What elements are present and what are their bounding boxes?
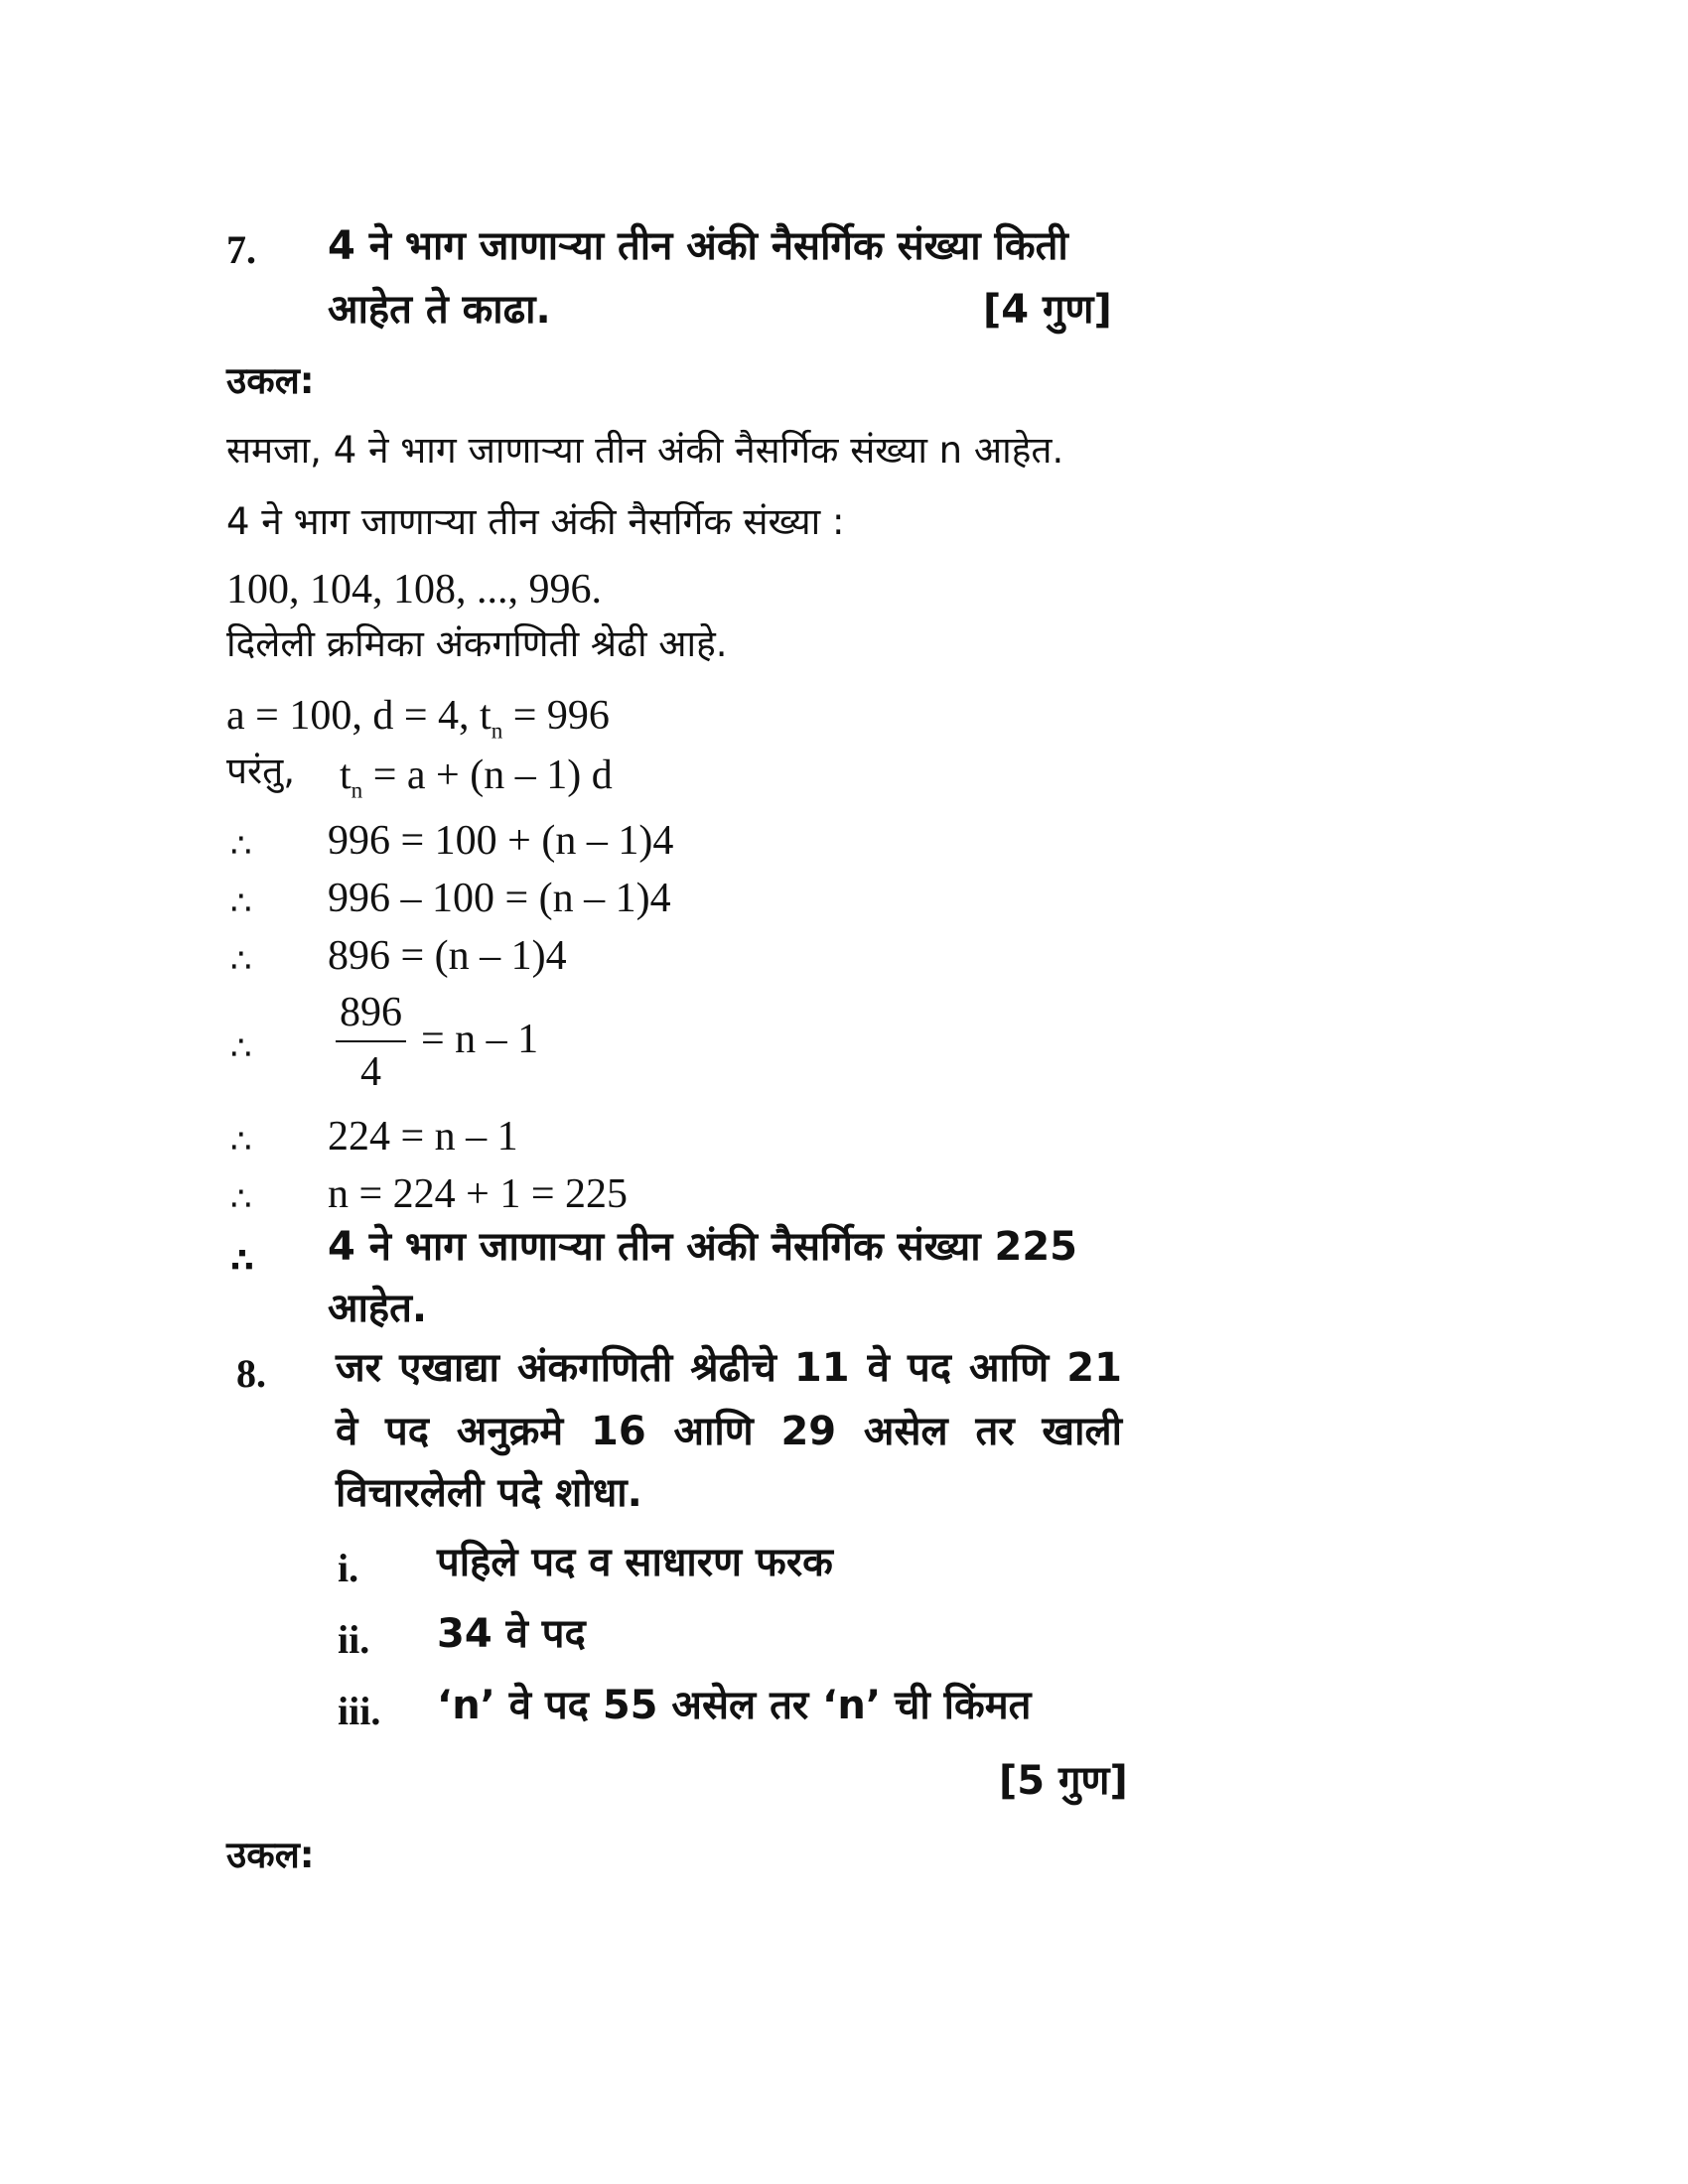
- question-8-part-i-label: i.: [338, 1546, 359, 1590]
- solution-7-step2: 996 – 100 = (n – 1)4: [328, 876, 671, 921]
- word: खाली: [1042, 1409, 1122, 1454]
- given-rest: = 996: [502, 693, 610, 739]
- therefore-symbol: ∴: [230, 941, 252, 981]
- solution-7-step4-fraction: [336, 989, 406, 1096]
- word: अनुक्रमे: [456, 1409, 564, 1454]
- solution-7-conclusion-line1: 4 ने भाग जाणाऱ्या तीन अंकी नैसर्गिक संख्या 225: [328, 1224, 1078, 1270]
- therefore-symbol: ∴: [230, 1122, 252, 1161]
- word: वे: [867, 1345, 890, 1391]
- question-8-line3: विचारलेली पदे शोधा.: [336, 1470, 642, 1516]
- word: 11: [793, 1345, 850, 1391]
- word: वे: [336, 1409, 358, 1454]
- word: 21: [1066, 1345, 1122, 1391]
- formula-rest: = a + (n – 1) d: [362, 752, 613, 798]
- solution-7-line1: समजा, 4 ने भाग जाणाऱ्या तीन अंकी नैसर्गिक संख्या n आहेत.: [226, 429, 1064, 472]
- solution-7-label: उकल:: [226, 359, 315, 402]
- question-8-part-i-text: पहिले पद व साधारण फरक: [437, 1540, 833, 1585]
- therefore-symbol: ∴: [230, 1179, 252, 1219]
- solution-7-line2: 4 ने भाग जाणाऱ्या तीन अंकी नैसर्गिक संख्या :: [226, 500, 845, 543]
- solution-8-label: उकल:: [226, 1834, 315, 1876]
- question-7-text-line2: आहेत ते काढा.: [328, 287, 551, 333]
- formula-t: t: [340, 752, 352, 798]
- fraction-denominator: 4: [360, 1049, 381, 1095]
- question-8-part-iii-text: ‘n’ वे पद 55 असेल तर ‘n’ ची किंमत: [437, 1683, 1032, 1728]
- question-8-line2: [336, 1409, 1122, 1454]
- word: तर: [975, 1409, 1015, 1454]
- word: अंकगणिती: [516, 1345, 673, 1391]
- solution-7-given-values: [226, 695, 610, 742]
- question-8-marks: [5 गुण]: [999, 1758, 1128, 1804]
- question-8-number: 8.: [236, 1351, 266, 1396]
- therefore-symbol: ∴: [230, 1028, 252, 1068]
- word: पद: [907, 1345, 951, 1391]
- solution-7-formula: [340, 754, 613, 801]
- word: असेल: [863, 1409, 948, 1454]
- question-7-marks: [4 गुण]: [983, 287, 1112, 333]
- question-8-line1: [336, 1345, 1122, 1391]
- word: 16: [591, 1409, 646, 1454]
- word: आणि: [673, 1409, 754, 1454]
- solution-7-line4: दिलेली क्रमिका अंकगणिती श्रेढी आहे.: [226, 622, 728, 665]
- therefore-symbol: ∴: [230, 826, 252, 866]
- question-8-part-iii-label: iii.: [338, 1689, 381, 1733]
- question-8-part-ii-label: ii.: [338, 1617, 370, 1662]
- fraction-numerator: 896: [336, 989, 406, 1042]
- word: आणि: [969, 1345, 1050, 1391]
- solution-7-step4-rest: = n – 1: [421, 1017, 539, 1062]
- formula-subscript: n: [351, 776, 363, 803]
- solution-7-step6: n = 224 + 1 = 225: [328, 1171, 629, 1217]
- word: 29: [780, 1409, 837, 1454]
- given-text: a = 100, d = 4, t: [226, 693, 492, 739]
- solution-8-label-clip: [226, 1834, 425, 1876]
- solution-7-step3: 896 = (n – 1)4: [328, 933, 567, 979]
- question-7-number: 7.: [226, 227, 256, 272]
- question-7-text-line1: 4 ने भाग जाणाऱ्या तीन अंकी नैसर्गिक संख्या किती: [328, 223, 1068, 269]
- word: जर: [336, 1345, 382, 1391]
- word: एखाद्या: [399, 1345, 499, 1391]
- solution-7-step5: 224 = n – 1: [328, 1114, 518, 1160]
- given-subscript: n: [491, 717, 503, 744]
- word: पद: [385, 1409, 430, 1454]
- solution-7-conclusion-line2: आहेत.: [328, 1286, 428, 1331]
- solution-7-but-label: परंतु,: [226, 750, 296, 792]
- therefore-symbol: ∴: [230, 1241, 254, 1281]
- question-8-part-ii-text: 34 वे पद: [437, 1611, 586, 1657]
- therefore-symbol: ∴: [230, 884, 252, 923]
- solution-7-sequence: 100, 104, 108, ..., 996.: [226, 567, 602, 613]
- solution-7-step1: 996 = 100 + (n – 1)4: [328, 818, 674, 864]
- word: श्रेढीचे: [690, 1345, 776, 1391]
